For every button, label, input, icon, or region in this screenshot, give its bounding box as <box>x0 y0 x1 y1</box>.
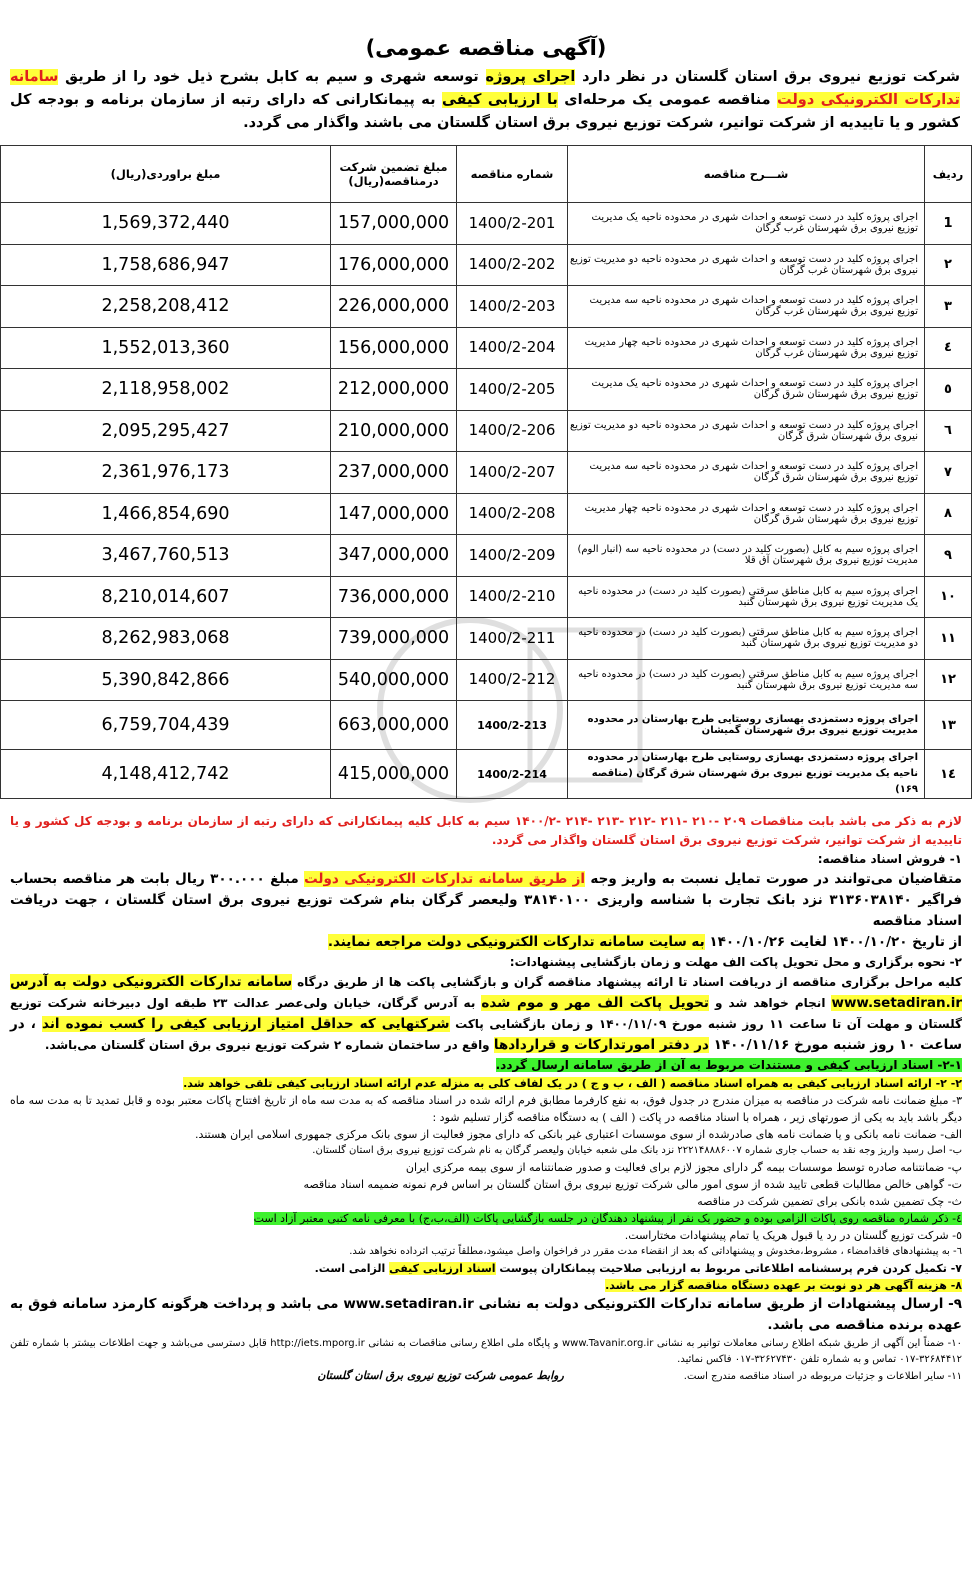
row-idx: ۱۰ <box>925 576 972 618</box>
section-8 <box>10 1277 962 1294</box>
row-estimate: 1,466,854,690 <box>1 493 331 535</box>
row-estimate: 2,258,208,412 <box>1 286 331 328</box>
intro-highlight-red: سامانه تدارکات الکترونیکی دولت <box>10 69 960 108</box>
header-estimate: مبلغ براوردی(ریال) <box>1 146 331 203</box>
table-row <box>1 244 972 286</box>
section-6: ٦- به پیشنهادهای فاقدامضاء ، مشروط،مخدوش و پیشنهاداتی که بعد از انقضاء مدت مقرر در فراخوان واصل میشود،مطلقاً ترتیب اثرداده نخواهد شد. <box>349 1246 962 1257</box>
row-idx: ۷ <box>925 452 972 494</box>
row-estimate: 3,467,760,513 <box>1 535 331 577</box>
row-guarantee: 176,000,000 <box>331 244 457 286</box>
header-idx: ردیف <box>925 146 972 203</box>
intro-highlight-2: با ارزیابی کیفی <box>441 92 558 108</box>
table-row <box>1 750 972 799</box>
intro-text-3: مناقصه عمومی یک مرحله‌ای <box>557 92 778 108</box>
section-2-1 <box>10 1056 962 1075</box>
row-guarantee: 210,000,000 <box>331 410 457 452</box>
section-1-text <box>10 869 962 932</box>
table-row <box>1 701 972 750</box>
table-row <box>1 327 972 369</box>
row-desc: اجرای پروژه کلید در دست توسعه و احداث شهری در محدوده ناحیه چهار مدیریت توزیع نیروی برق شهرستان غرب گرگان <box>568 327 925 369</box>
table-row <box>1 659 972 701</box>
s11-text: ۱۱- سایر اطلاعات و جزئیات مربوطه در اسناد مناقصه مندرج است. <box>683 1371 962 1382</box>
row-num: 1400/2-204 <box>457 327 568 369</box>
table-row <box>1 535 972 577</box>
s8-highlight: ۸- هزینه آگهی هر دو نوبت بر عهده دستگاه مناقصه گزار می باشد. <box>605 1279 962 1292</box>
row-desc: اجرای پروژه سیم به کابل مناطق سرقتی (بصورت کلید در دست) در محدوده ناحیه یک مدیریت توزیع نیروی برق شهرستان گنبد <box>568 576 925 618</box>
table-header-row <box>1 146 972 203</box>
s2-text-d: ، در ساعت ۱۰ روز شنبه مورخ ۱۴۰۰/۱۱/۱۶ <box>10 1016 962 1053</box>
s2-text-c: به آدرس گرگان، خیابان ولی‌عصر عدالت ۲۳ طبقه اول دبیرخانه شرکت توزیع گلستان و مهلت آن تا ساعت ۱۱ روز شنبه مورخ ۱۴۰۰/۱۱/۰۹ و زمان بازگشایی پاکت <box>10 996 962 1031</box>
s2-highlight-b: تحویل پاکت الف مهر و موم شده <box>481 995 709 1011</box>
signature: روابط عمومی شرکت توزیع نیروی برق استان گلستان <box>317 1369 564 1382</box>
row-estimate: 1,758,686,947 <box>1 244 331 286</box>
row-num: 1400/2-211 <box>457 618 568 660</box>
row-desc: اجرای پروژه دستمزدی بهسازی روستایی طرح بهارستان در محدوده مدیریت توزیع نیروی برق شهرستان گمیشان <box>568 701 925 750</box>
row-estimate: 2,361,976,173 <box>1 452 331 494</box>
intro-text-2: توسعه شهری و سیم به کابل بشرح ذیل خود را از طریق <box>58 69 486 85</box>
row-desc: اجرای پروژه کلید در دست توسعه و احداث شهری در محدوده ناحیه یک مدیریت توزیع نیروی برق شهرستان شرق گرگان <box>568 369 925 411</box>
row-num: 1400/2-208 <box>457 493 568 535</box>
s4-highlight: ٤- ذکر شماره مناقصه روی پاکات الزامی بوده و حضور یک نفر از پیشنهاد دهندگان در جلسه بازگشایی پاکات (الف،ب،ج) با معرفی نامه کتبی معتبر آزاد است <box>253 1212 962 1225</box>
table-row <box>1 286 972 328</box>
header-desc: شـــرح مناقصه <box>568 146 925 203</box>
header-num: شماره مناقصه <box>457 146 568 203</box>
row-guarantee: 540,000,000 <box>331 659 457 701</box>
section-2-2 <box>10 1075 962 1092</box>
section-4 <box>10 1210 962 1227</box>
row-guarantee: 157,000,000 <box>331 203 457 245</box>
s2-text-b: انجام خواهد شد و <box>708 996 832 1010</box>
row-desc: اجرای پروژه دستمزدی بهسازی روستایی طرح بهارستان در محدوده ناحیه یک مدیریت توزیع نیروی برق شهرستان شرق گرگان (مناقصه ۱۶۹) <box>568 750 925 799</box>
row-desc: اجرای پروژه کلید در دست توسعه و احداث شهری در محدوده ناحیه دو مدیریت توزیع نیروی برق شهرستان شرق گرگان <box>568 410 925 452</box>
row-estimate: 1,569,372,440 <box>1 203 331 245</box>
section-3-p: پ- ضمانتنامه صادره توسط موسسات بیمه گر دارای مجوز لازم برای فعالیت و صدور ضمانتنامه از سوی بیمه مرکزی ایران <box>405 1161 962 1174</box>
row-idx: ٥ <box>925 369 972 411</box>
s7-text-b: الزامی است. <box>314 1262 390 1275</box>
table-row <box>1 203 972 245</box>
row-num: 1400/2-213 <box>457 701 568 750</box>
row-estimate: 8,262,983,068 <box>1 618 331 660</box>
row-estimate: 1,552,013,360 <box>1 327 331 369</box>
row-desc: اجرای پروژه کلید در دست توسعه و احداث شهری در محدوده ناحیه چهار مدیریت توزیع نیروی برق شهرستان شرق گرگان <box>568 493 925 535</box>
row-idx: 1 <box>925 203 972 245</box>
row-guarantee: 663,000,000 <box>331 701 457 750</box>
row-num: 1400/2-203 <box>457 286 568 328</box>
row-guarantee: 226,000,000 <box>331 286 457 328</box>
s2-text-a: کلیه مراحل برگزاری مناقصه از دریافت اسناد تا ارائه پیشنهاد مناقصه گران و بازگشایی پاکت ها از طریق درگاه <box>292 975 962 989</box>
intro-text-1: شرکت توزیع نیروی برق استان گلستان در نظر دارد <box>575 69 960 85</box>
row-idx: ۸ <box>925 493 972 535</box>
s1-highlight-c: به سایت سامانه تدارکات الکترونیکی دولت مراجعه نمایند. <box>327 934 705 950</box>
row-num: 1400/2-207 <box>457 452 568 494</box>
s1-text-b: مبلغ ۳۰۰.۰۰۰ ریال بابت هر مناقصه بحساب فراگیر ۳۱۳۶۰۳۸۱۴۰ نزد بانک تجارت با شناسه واریزی ۳۸۱۴۰۱۰۰ ولیعصر گرگان بنام شرکت توزیع نیروی برق استان گلستان ، جهت دریافت اسناد مناقصه <box>10 871 962 929</box>
section-2-title: ۲- نحوه برگزاری و محل تحویل پاکت الف مهلت و زمان بازگشایی پیشنهادات: <box>509 955 962 969</box>
table-row <box>1 369 972 411</box>
row-idx: ۲ <box>925 244 972 286</box>
section-3-a: الف- ضمانت نامه بانکی و یا ضمانت نامه های صادرشده از سوی موسسات اعتباری غیر بانکی که دارای مجوز فعالیت از سوی بانک مرکزی جمهوری اسلامی ایران هستند. <box>195 1128 962 1141</box>
section-7 <box>10 1260 962 1277</box>
notice-body <box>0 812 972 1385</box>
row-idx: ٦ <box>925 410 972 452</box>
row-estimate: 6,759,704,439 <box>1 701 331 750</box>
section-10: ۱۰- ضمناً این آگهی از طریق شبکه اطلاع رسانی معاملات توانیر به نشانی www.Tavanir.org.ir و پایگاه ملی اطلاع رسانی مناقصات به نشانی http://iets.mporg.ir قابل دسترسی می‌باشد و جهت اطلاعات بیشتر با شماره تلفن ۳۲۶۸۴۴۱۲-۰۱۷ تماس و به شماره تلفن ۳۲۶۲۷۴۳۰-۰۱۷ فاکس نمائید. <box>10 1338 962 1365</box>
table-row <box>1 493 972 535</box>
row-desc: اجرای پروژه کلید در دست توسعه و احداث شهری در محدوده ناحیه یک مدیریت توزیع نیروی برق شهرستان غرب گرگان <box>568 203 925 245</box>
note-red: لازم به ذکر می باشد بابت مناقصات ۲۰۹ -۲۱۰ -۲۱۱ -۲۱۲ -۲۱۳ -۲۱۴ -۱۴۰۰/۲ سیم به کابل کلیه پیمانکارانی که دارای رتبه از سازمان برنامه و بودجه کل کشور و یا تاییدیه از شرکت توانیر، شرکت توزیع نیروی برق استان گلستان واگذار می گردد. <box>10 814 962 847</box>
s7-highlight: اسناد ارزیابی کیفی <box>389 1262 496 1275</box>
row-desc: اجرای پروژه کلید در دست توسعه و احداث شهری در محدوده ناحیه دو مدیریت توزیع نیروی برق شهرستان غرب گرگان <box>568 244 925 286</box>
header-guarantee: مبلغ تضمین شرکت درمناقصه(ریال) <box>331 146 457 203</box>
row-num: 1400/2-202 <box>457 244 568 286</box>
row-guarantee: 212,000,000 <box>331 369 457 411</box>
table-row <box>1 618 972 660</box>
section-3: ۳- مبلغ ضمانت نامه شرکت در مناقصه به میزان مندرج در جدول فوق، به نفع کارفرما مطابق فرم ارائه شده در اسناد مناقصه که به مدت سه ماه از تاریخ افتتاح پاکات معتبر بوده و قابل تمدید تا به مدت سه ماه دیگر باشد باید به یکی از صورتهای زیر ، همراه با اسناد مناقصه در پاکت ( الف ) به دستگاه مناقصه گزار تسلیم شود : <box>10 1094 962 1124</box>
row-idx: ۳ <box>925 286 972 328</box>
row-num: 1400/2-214 <box>457 750 568 799</box>
row-estimate: 2,095,295,427 <box>1 410 331 452</box>
row-desc: اجرای پروژه کلید در دست توسعه و احداث شهری در محدوده ناحیه سه مدیریت توزیع نیروی برق شهرستان شرق گرگان <box>568 452 925 494</box>
s2-highlight-c: شرکتهایی که حداقل امتیاز ارزیابی کیفی را کسب نموده اند <box>42 1016 450 1032</box>
section-3-b: ب- اصل رسید واریز وجه نقد به حساب جاری شماره ۲۲۲۱۴۸۸۸۶۰۰۷ نزد بانک ملی شعبه خیابان ولیعصر گرگان به نام شرکت توزیع نیروی برق استان گلستان. <box>312 1145 962 1156</box>
row-num: 1400/2-209 <box>457 535 568 577</box>
row-desc: اجرای پروژه سیم به کابل (بصورت کلید در دست) در محدوده ناحیه سه (انبار الوم) مدیریت توزیع نیروی برق شهرستان آق قلا <box>568 535 925 577</box>
intro-paragraph <box>0 66 972 138</box>
table-row <box>1 576 972 618</box>
row-num: 1400/2-210 <box>457 576 568 618</box>
s1-text-c: از تاریخ ۱۴۰۰/۱۰/۲۰ لغایت ۱۴۰۰/۱۰/۲۶ <box>704 934 962 950</box>
section-2-text <box>10 972 962 1056</box>
section-9: ۹- ارسال پیشنهادات از طریق سامانه تدارکات الکترونیکی دولت به نشانی www.setadiran.ir می باشد و پرداخت هرگونه کارمزد سامانه فوق به عهده برنده مناقصه می باشد. <box>10 1296 962 1333</box>
section-3-th: ث- چک تضمین شده بانکی برای تضمین شرکت در مناقصه <box>697 1195 962 1208</box>
section-5: ٥- شرکت توزیع گلستان در رد یا قبول هریک یا تمام پیشنهادات مختاراست. <box>624 1229 962 1242</box>
row-guarantee: 415,000,000 <box>331 750 457 799</box>
s1-highlight-a: از طریق سامانه تدارکات الکترونیکی دولت <box>304 871 586 887</box>
row-guarantee: 237,000,000 <box>331 452 457 494</box>
row-guarantee: 347,000,000 <box>331 535 457 577</box>
row-idx: ٤ <box>925 327 972 369</box>
section-1-dates <box>10 932 962 953</box>
s2-highlight-a: سامانه تدارکات الکترونیکی دولت به آدرس www.setadiran.ir <box>10 974 962 1011</box>
row-guarantee: 739,000,000 <box>331 618 457 660</box>
row-num: 1400/2-206 <box>457 410 568 452</box>
intro-highlight-1: اجرای پروژه <box>485 69 576 85</box>
row-num: 1400/2-212 <box>457 659 568 701</box>
row-estimate: 4,148,412,742 <box>1 750 331 799</box>
tenders-table <box>0 145 972 799</box>
section-1-title: ۱- فروش اسناد مناقصه: <box>817 852 962 866</box>
row-guarantee: 156,000,000 <box>331 327 457 369</box>
row-num: 1400/2-201 <box>457 203 568 245</box>
s2-text-e: واقع در ساختمان شماره ۲ شرکت توزیع نیروی برق استان گلستان می‌باشد. <box>44 1038 494 1052</box>
intro-text-4: به پیمانکارانی که دارای رتبه از سازمان برنامه و بودجه کل کشور و یا تاییدیه از شرکت توانیر، شرکت توزیع نیروی برق استان گلستان می باشند واگذار می گردد. <box>10 92 960 131</box>
row-idx: ۱۳ <box>925 701 972 750</box>
s21-highlight: ۲-۱- اسناد ارزیابی کیفی و مستندات مربوط به آن از طریق سامانه ارسال گردد. <box>495 1058 962 1072</box>
s7-text-a: ۷- تکمیل کردن فرم پرسشنامه اطلاعاتی مربوط به ارزیابی صلاحیت پیمانکاران پیوست <box>495 1262 962 1275</box>
row-desc: اجرای پروژه کلید در دست توسعه و احداث شهری در محدوده ناحیه سه مدیریت توزیع نیروی برق شهرستان غرب گرگان <box>568 286 925 328</box>
row-estimate: 2,118,958,002 <box>1 369 331 411</box>
s1-text-a: متقاضیان می‌توانند در صورت تمایل نسبت به واریز وجه <box>585 871 962 887</box>
row-guarantee: 736,000,000 <box>331 576 457 618</box>
s22-highlight: ۲- ۲- ارائه اسناد ارزیابی کیفی به همراه اسناد مناقصه ( الف ، ب و ج ) در یک لفاف کلی به منزله عدم ارائه اسناد ارزیابی کیفی تلقی خواهد شد. <box>183 1077 962 1090</box>
row-idx: ۱۱ <box>925 618 972 660</box>
table-row <box>1 452 972 494</box>
row-estimate: 5,390,842,866 <box>1 659 331 701</box>
section-11 <box>10 1368 962 1385</box>
row-idx: ۹ <box>925 535 972 577</box>
row-desc: اجرای پروژه سیم به کابل مناطق سرقتی (بصورت کلید در دست) در محدوده ناحیه سه مدیریت توزیع نیروی برق شهرستان گنبد <box>568 659 925 701</box>
section-3-t: ت- گواهی خالص مطالبات قطعی تایید شده از سوی امور مالی شرکت توزیع نیروی برق استان گلستان بر اساس فرم نمونه ضمیمه اسناد مناقصه <box>303 1178 962 1191</box>
notice-title: (آگهی مناقصه عمومی) <box>365 36 607 60</box>
row-guarantee: 147,000,000 <box>331 493 457 535</box>
row-desc: اجرای پروژه سیم به کابل مناطق سرقتی (بصورت کلید در دست) در محدوده ناحیه دو مدیریت توزیع نیروی برق شهرستان گنبد <box>568 618 925 660</box>
row-num: 1400/2-205 <box>457 369 568 411</box>
s2-highlight-d: در دفتر امورتدارکات و قراردادها <box>493 1037 709 1053</box>
table-row <box>1 410 972 452</box>
row-idx: ۱۲ <box>925 659 972 701</box>
row-estimate: 8,210,014,607 <box>1 576 331 618</box>
row-idx: ۱٤ <box>925 750 972 799</box>
